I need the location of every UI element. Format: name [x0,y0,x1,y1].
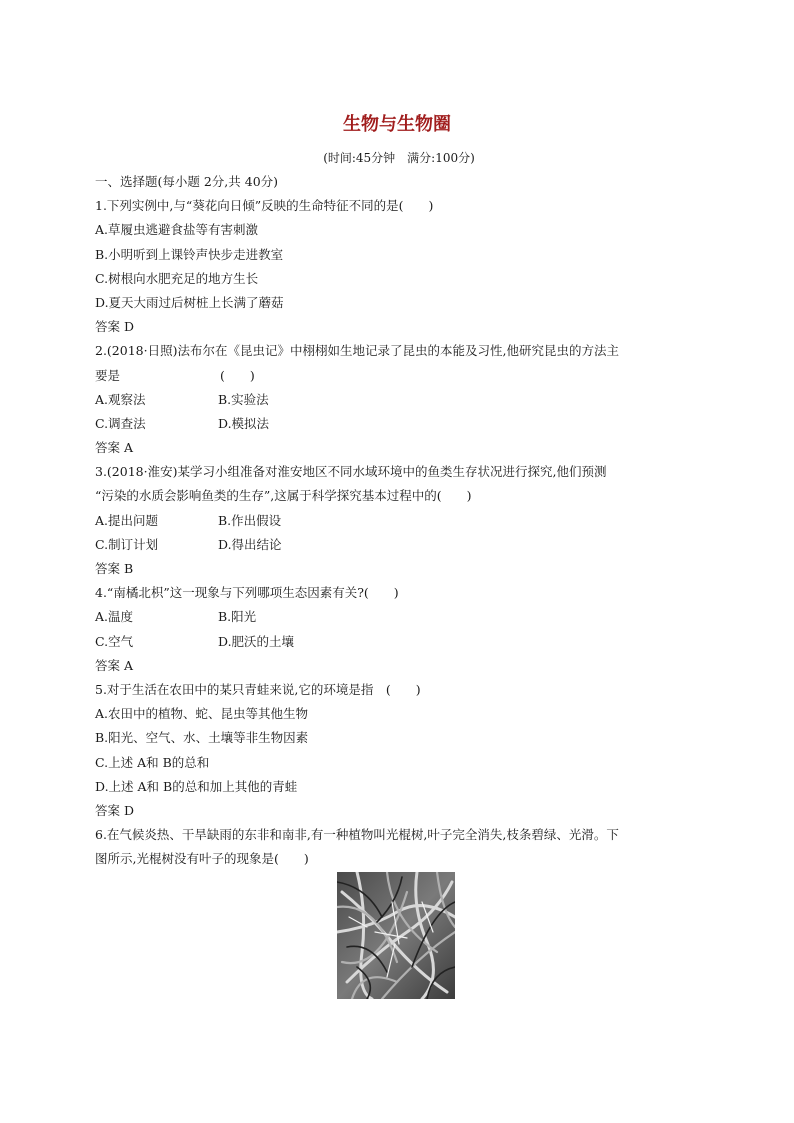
question-5-option-d: D.上述 A和 B的总和加上其他的青蛙 [95,778,298,794]
question-5-option-a: A.农田中的植物、蛇、昆虫等其他生物 [95,706,309,722]
question-2-options-row-2 [95,412,695,436]
question-2-option-d: D.模拟法 [218,415,270,431]
question-4-option-a: A.温度 [95,609,134,625]
question-1-option-b: B.小明听到上课铃声快步走进教室 [95,246,284,262]
question-4-options-row-2 [95,630,695,654]
question-4-answer: 答案 A [95,657,134,673]
question-1-option-a: A.草履虫逃避食盐等有害刺激 [95,222,259,238]
question-3-options-row-1 [95,509,695,533]
exam-info: (时间:45分钟 满分:100分) [323,151,475,165]
question-6-stem-line-1: 6.在气候炎热、干旱缺雨的东非和南非,有一种植物叫光棍树,叶子完全消失,枝条碧绿、光滑。下 [95,827,619,843]
question-5-option-c: C.上述 A和 B的总和 [95,754,210,770]
content [95,170,695,871]
question-2-option-c: C.调查法 [95,415,146,431]
question-4-option-b: B.阳光 [218,609,257,625]
question-2-stem-line-1: 2.(2018·日照)法布尔在《昆虫记》中栩栩如生地记录了昆虫的本能及习性,他研究昆虫的方法主 [95,343,619,359]
question-2-stem-line-2: 要是 ( ) [95,367,255,383]
question-4-option-c: C.空气 [95,633,134,649]
page-title: 生物与生物圈 [343,114,451,135]
question-5-option-b: B.阳光、空气、水、土壤等非生物因素 [95,730,309,746]
question-5-stem: 5.对于生活在农田中的某只青蛙来说,它的环境是指 ( ) [95,681,421,697]
question-3-answer: 答案 B [95,561,134,576]
question-2-option-a: A.观察法 [95,391,146,407]
question-3-option-b: B.作出假设 [218,512,282,528]
question-4-option-d: D.肥沃的土壤 [218,633,295,649]
question-2-answer: 答案 A [95,440,134,456]
question-5-answer: 答案 D [95,802,134,818]
question-2-option-b: B.实验法 [218,391,269,407]
question-3-options-row-2 [95,533,695,557]
question-1-stem: 1.下列实例中,与“葵花向日倾”反映的生命特征不同的是( ) [95,198,434,214]
question-2-options-row-1 [95,388,695,412]
question-1-answer: 答案 D [95,319,134,335]
question-6-stem-line-2: 图所示,光棍树没有叶子的现象是( ) [95,851,309,867]
question-3-option-d: D.得出结论 [218,536,282,552]
question-1-option-d: D.夏天大雨过后树桩上长满了蘑菇 [95,294,284,310]
question-4-stem: 4.“南橘北枳”这一现象与下列哪项生态因素有关?( ) [95,585,399,601]
question-3-stem-line-1: 3.(2018·淮安)某学习小组准备对淮安地区不同水域环境中的鱼类生存状况进行探究,他们预测 [95,464,607,480]
question-3-stem-line-2: “污染的水质会影响鱼类的生存”,这属于科学探究基本过程中的( ) [95,488,472,504]
plant-photo [337,872,455,999]
section-heading: 一、选择题(每小题 2分,共 40分) [95,174,279,189]
question-3-option-a: A.提出问题 [95,512,159,528]
question-1-option-c: C.树根向水肥充足的地方生长 [95,270,259,286]
question-3-option-c: C.制订计划 [95,536,159,552]
question-4-options-row-1 [95,605,695,629]
